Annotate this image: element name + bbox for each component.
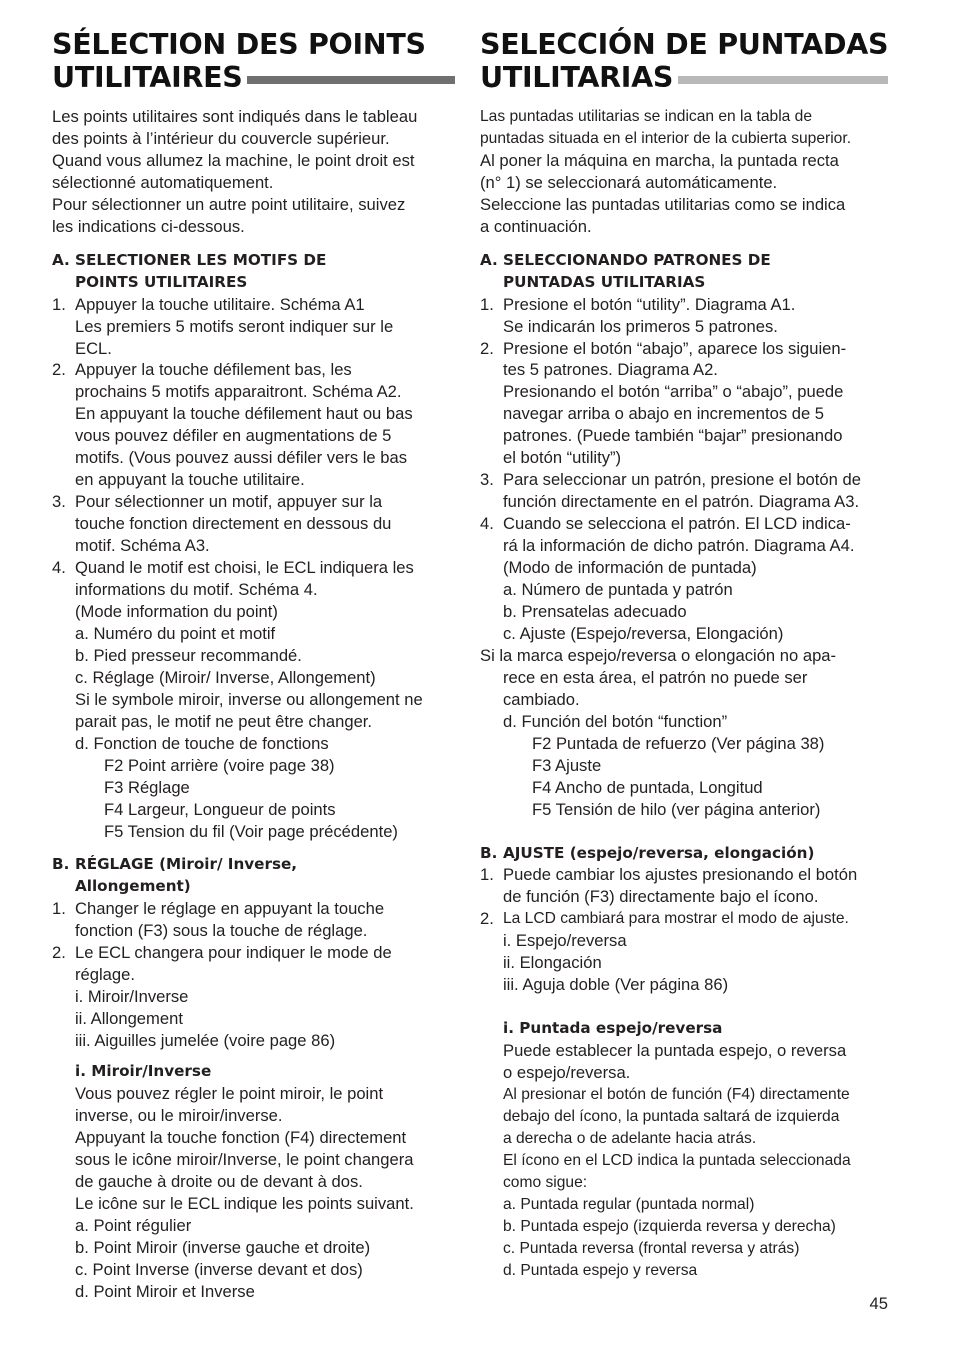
step-line: en appuyant la touche utilitaire. [75,470,305,490]
step-number: 4. [52,558,66,578]
subsection-line: El ícono en el LCD indica la puntada seleccionada [503,1151,851,1169]
section-b-steps [52,898,464,1052]
subsection-line: Puede establecer la puntada espejo, o reversa [503,1041,847,1061]
function-list [52,755,464,843]
section-b-heading [480,843,892,865]
title-rule [247,76,455,84]
subsection-line: a derecha o de adelante hacia atrás. [503,1129,757,1147]
subsection-line: a. Point régulier [75,1215,192,1235]
step-line: de función (F3) directamente bajo el ícono. [503,887,819,907]
function-item: F5 Tension du fil (Voir page précédente) [104,821,398,841]
note-line: rece en esta área, el patrón no puede ser [503,667,808,687]
spanish-title [480,28,888,94]
step-number: 1. [52,294,66,314]
subsection-line: b. Point Miroir (inverse gauche et droite) [75,1237,371,1257]
section-title: POINTS UTILITAIRES [75,272,248,291]
section-title: SELECTIONER LES MOTIFS DE [75,250,327,269]
step-line: En appuyant la touche défilement haut ou bas [75,404,413,424]
french-body [52,106,464,1303]
list-item [480,908,892,996]
intro-line: sélectionné automatiquement. [52,172,274,192]
section-title: RÉGLAGE (Miroir/ Inverse, [75,855,298,874]
step-line: i. Espejo/reversa [503,931,627,951]
step-line: Pour sélectionner un motif, appuyer sur la [75,492,383,512]
step-line: i. Miroir/Inverse [75,987,189,1007]
step-line: Presione el botón “abajo”, aparece los siguien- [503,338,847,358]
step-line: iii. Aiguilles jumelée (voire page 86) [75,1031,336,1051]
step-line: ii. Allongement [75,1009,183,1029]
list-item [52,942,464,1052]
function-list [480,733,892,821]
step-number: 2. [52,360,66,380]
section-label: A. [52,250,70,269]
subsection-line: c. Puntada reversa (frontal reversa y atrás) [503,1239,800,1257]
subsection-body [52,1083,464,1303]
step-line: ECL. [75,338,112,358]
intro-line: les indications ci-dessous. [52,216,245,236]
function-item: F5 Tensión de hilo (ver página anterior) [532,799,821,819]
step-line: parait pas, le motif ne peut être changer. [75,711,373,731]
step-number: 1. [480,294,494,314]
page-number: 45 [869,1294,888,1313]
step-line: Presionando el botón “arriba” o “abajo”, puede [503,382,844,402]
function-item: F4 Largeur, Longueur de points [104,799,336,819]
list-item [52,557,464,755]
section-label: B. [52,855,70,874]
step-line: Changer le réglage en appuyant la touche [75,899,385,919]
subsection-line: c. Point Inverse (inverse devant et dos) [75,1259,363,1279]
french-title-line1: SÉLECTION DES POINTS [52,28,426,61]
list-item [480,513,892,645]
title-rule [678,76,888,84]
step-number: 4. [480,514,494,534]
step-line: tes 5 patrones. Diagrama A2. [503,360,718,380]
step-line: el botón “utility”) [503,448,622,468]
subsection-line: Appuyant la touche fonction (F4) directement [75,1127,407,1147]
step-line: Para seleccionar un patrón, presione el botón de [503,470,861,490]
subsection-line: d. Point Miroir et Inverse [75,1281,255,1301]
intro-line: Les points utilitaires sont indiqués dans le tableau [52,107,418,126]
note [480,645,892,733]
subsection-line: Al presionar el botón de función (F4) directamente [503,1086,850,1104]
subsection-title: i. Puntada espejo/reversa [503,1019,723,1038]
step-line: iii. Aguja doble (Ver página 86) [503,975,729,995]
intro-line: Las puntadas utilitarias se indican en la tabla de [480,108,813,125]
subsection-line: Vous pouvez régler le point miroir, le point [75,1083,384,1103]
function-item: F3 Ajuste [532,755,602,775]
subsection-line: Le icône sur le ECL indique les points suivant. [75,1193,414,1213]
section-title: Allongement) [75,877,191,896]
step-line: réglage. [75,965,135,985]
step-line: Quand le motif est choisi, le ECL indiquera les [75,558,414,578]
step-line: vous pouvez défiler en augmentations de 5 [75,426,392,446]
step-line: motif. Schéma A3. [75,536,210,556]
step-line: b. Prensatelas adecuado [503,601,687,621]
french-title [52,28,455,94]
list-item [480,338,892,470]
intro-line: Pour sélectionner un autre point utilitaire, suivez [52,194,406,214]
step-number: 2. [480,338,494,358]
list-item [480,294,892,338]
intro-line: des points à l’intérieur du couvercle supérieur. [52,128,390,148]
step-line: Presione el botón “utility”. Diagrama A1. [503,294,796,314]
step-number: 2. [52,943,66,963]
section-a-heading [52,250,464,294]
french-title-line2: UTILITAIRES [52,61,243,94]
spanish-title-line1: SELECCIÓN DE PUNTADAS [480,28,889,61]
step-line: Appuyer la touche défilement bas, les [75,360,352,380]
subsection-line: sous le icône miroir/Inverse, le point changera [75,1149,414,1169]
step-line: Cuando se selecciona el patrón. El LCD indica- [503,514,851,534]
section-b-heading [52,854,464,898]
step-line: fonction (F3) sous la touche de réglage. [75,921,368,941]
note-line: cambiado. [503,689,580,709]
section-label: A. [480,250,498,269]
intro-line: Al poner la máquina en marcha, la puntada recta [480,150,839,170]
step-line: Puede cambiar los ajustes presionando el botón [503,865,858,885]
function-item: F4 Ancho de puntada, Longitud [532,777,763,797]
step-line: La LCD cambiará para mostrar el modo de ajuste. [503,910,849,928]
section-a-steps [52,294,464,755]
spanish-intro [480,106,892,238]
list-item [52,294,464,360]
intro-line: Quand vous allumez la machine, le point droit est [52,150,415,170]
step-line: Se indicarán los primeros 5 patrones. [503,316,778,336]
spanish-title-line2: UTILITARIAS [480,61,674,94]
subsection-title: i. Miroir/Inverse [75,1062,212,1081]
step-line: touche fonction directement en dessous du [75,514,392,534]
intro-line: a continuación. [480,216,592,236]
step-line: prochains 5 motifs apparaitront. Schéma A2. [75,382,402,402]
list-item [52,491,464,557]
step-line: informations du motif. Schéma 4. [75,580,318,600]
step-line: Les premiers 5 motifs seront indiquer sur le [75,316,394,336]
section-title: AJUSTE (espejo/reversa, elongación) [503,843,815,862]
step-line: Le ECL changera pour indiquer le mode de [75,943,392,963]
step-number: 1. [480,865,494,885]
function-item: F2 Puntada de refuerzo (Ver página 38) [532,733,825,753]
subsection-line: o espejo/reversa. [503,1063,631,1083]
subsection-body [480,1040,892,1281]
step-number: 2. [480,909,494,929]
step-line: a. Número de puntada y patrón [503,580,733,600]
section-b-steps [480,864,892,996]
step-line: c. Ajuste (Espejo/reversa, Elongación) [503,623,784,643]
section-title: SELECCIONANDO PATRONES DE [503,250,771,269]
note-line: Si la marca espejo/reversa o elongación no apa- [480,645,837,665]
section-title: PUNTADAS UTILITARIAS [503,272,706,291]
step-line: (Modo de información de puntada) [503,558,757,578]
subsection-line: como sigue: [503,1173,588,1191]
subsection-line: de gauche à droite ou de devant à dos. [75,1171,363,1191]
note-line: d. Función del botón “function” [503,711,728,731]
subsection-line: b. Puntada espejo (izquierda reversa y derecha) [503,1217,836,1235]
section-label: B. [480,843,498,862]
spanish-body [480,106,892,1282]
step-line: Si le symbole miroir, inverse ou allongement ne [75,689,423,709]
french-intro [52,106,464,238]
intro-line: (n° 1) se seleccionará automáticamente. [480,172,778,192]
list-item [480,864,892,908]
step-number: 1. [52,899,66,919]
step-line: b. Pied presseur recommandé. [75,645,302,665]
step-line: d. Fonction de touche de fonctions [75,733,329,753]
subsection-line: a. Puntada regular (puntada normal) [503,1195,755,1213]
step-number: 3. [480,470,494,490]
step-line: navegar arriba o abajo en incrementos de 5 [503,404,825,424]
intro-line: puntadas situada en el interior de la cubierta superior. [480,129,852,147]
subsection-line: debajo del ícono, la puntada saltará de izquierda [503,1107,840,1125]
list-item [52,359,464,491]
step-line: c. Réglage (Miroir/ Inverse, Allongement) [75,667,376,687]
step-line: rá la información de dicho patrón. Diagrama A4. [503,536,855,556]
function-item: F3 Réglage [104,777,190,797]
step-line: ii. Elongación [503,953,602,973]
list-item [52,898,464,942]
step-line: patrones. (Puede también “bajar” presionando [503,426,843,446]
intro-line: Seleccione las puntadas utilitarias como se indica [480,194,846,214]
step-line: a. Numéro du point et motif [75,623,276,643]
step-number: 3. [52,492,66,512]
step-line: (Mode information du point) [75,601,278,621]
subsection-line: d. Puntada espejo y reversa [503,1261,698,1279]
step-line: motifs. (Vous pouvez aussi défiler vers le bas [75,448,408,468]
section-a-heading [480,250,892,294]
list-item [480,469,892,513]
subsection-line: inverse, ou le miroir/inverse. [75,1105,283,1125]
step-line: Appuyer la touche utilitaire. Schéma A1 [75,294,365,314]
function-item: F2 Point arrière (voire page 38) [104,755,335,775]
section-a-steps [480,294,892,645]
step-line: función directamente en el patrón. Diagrama A3. [503,492,860,512]
